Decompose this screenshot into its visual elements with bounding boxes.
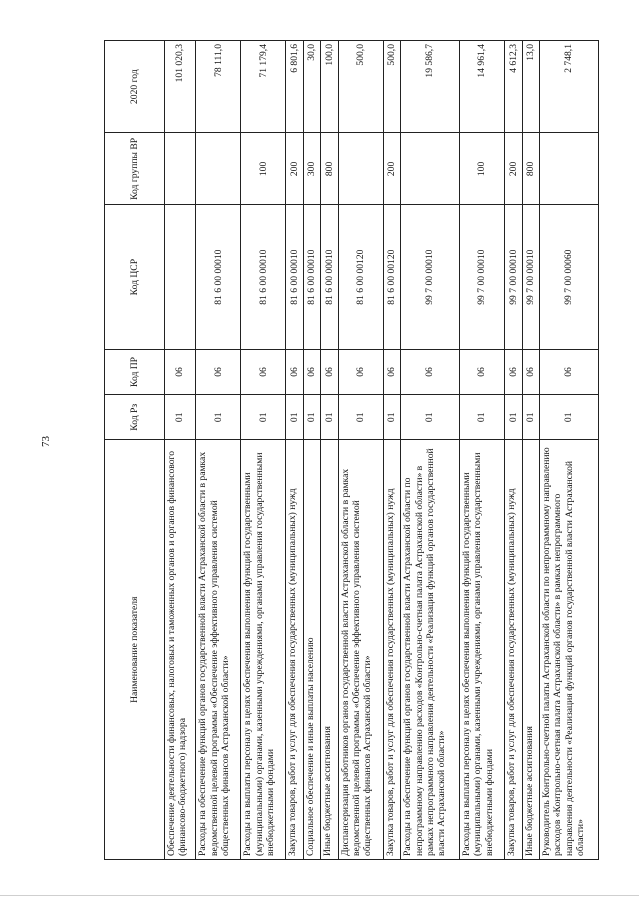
row-amount: 14 961,4 bbox=[460, 41, 505, 133]
row-rz: 01 bbox=[383, 395, 400, 440]
table-row bbox=[241, 41, 286, 860]
row-rz: 01 bbox=[460, 395, 505, 440]
row-rz: 01 bbox=[241, 395, 286, 440]
row-vr: 100 bbox=[241, 133, 286, 205]
row-rz: 01 bbox=[401, 395, 460, 440]
row-vr: 200 bbox=[383, 133, 400, 205]
row-vr bbox=[338, 133, 383, 205]
row-vr bbox=[540, 133, 599, 205]
row-name: Расходы на обеспечение функций органов государственной власти Астраханской области в рамках ведомственной целевой программы «Обеспечение эффективного управления системой общественных финансов Астраханской области» bbox=[196, 440, 241, 860]
row-vr: 300 bbox=[303, 133, 320, 205]
row-pr: 06 bbox=[505, 349, 522, 394]
table-row bbox=[338, 41, 383, 860]
row-csr: 99 7 00 00010 bbox=[505, 205, 522, 349]
table-row bbox=[165, 41, 196, 860]
row-name: Закупка товаров, работ и услуг для обеспечения государственных (муниципальных) нужд bbox=[286, 440, 303, 860]
row-csr: 81 6 00 00010 bbox=[196, 205, 241, 349]
row-csr: 81 6 00 00120 bbox=[338, 205, 383, 349]
row-amount: 71 179,4 bbox=[241, 41, 286, 133]
header-pr: Код ПР bbox=[105, 349, 165, 394]
header-rz: Код Рз bbox=[105, 395, 165, 440]
row-vr bbox=[401, 133, 460, 205]
row-name: Социальное обеспечение и иные выплаты населению bbox=[303, 440, 320, 860]
row-csr: 81 6 00 00010 bbox=[286, 205, 303, 349]
row-pr: 06 bbox=[165, 349, 196, 394]
row-pr: 06 bbox=[196, 349, 241, 394]
row-csr: 99 7 00 00010 bbox=[522, 205, 539, 349]
row-pr: 06 bbox=[460, 349, 505, 394]
row-pr: 06 bbox=[303, 349, 320, 394]
row-csr: 81 6 00 00010 bbox=[321, 205, 338, 349]
table-row bbox=[540, 41, 599, 860]
row-csr: 99 7 00 00060 bbox=[540, 205, 599, 349]
table-row bbox=[383, 41, 400, 860]
row-name: Закупка товаров, работ и услуг для обеспечения государственных (муниципальных) нужд bbox=[505, 440, 522, 860]
row-csr: 81 6 00 00010 bbox=[241, 205, 286, 349]
row-amount: 78 111,0 bbox=[196, 41, 241, 133]
row-name: Руководитель Контрольно-счетной палаты Астраханской области по непрограммному направлению расходов «Контрольно-счетная палата Астраханской области» в рамках непрограммного направления деятельности «Реализация функций органов государственной власти Астраханской области» bbox=[540, 440, 599, 860]
budget-table bbox=[104, 40, 599, 860]
row-csr: 81 6 00 00120 bbox=[383, 205, 400, 349]
row-amount: 30,0 bbox=[303, 41, 320, 133]
table-row bbox=[505, 41, 522, 860]
table-header-row bbox=[105, 41, 165, 860]
table-row bbox=[303, 41, 320, 860]
row-rz: 01 bbox=[321, 395, 338, 440]
row-pr: 06 bbox=[522, 349, 539, 394]
row-rz: 01 bbox=[196, 395, 241, 440]
page-number: 73 bbox=[40, 436, 52, 447]
row-name: Иные бюджетные ассигнования bbox=[321, 440, 338, 860]
table-row bbox=[460, 41, 505, 860]
row-amount: 100,0 bbox=[321, 41, 338, 133]
table-row bbox=[196, 41, 241, 860]
row-amount: 101 020,3 bbox=[165, 41, 196, 133]
row-vr: 100 bbox=[460, 133, 505, 205]
table-row bbox=[321, 41, 338, 860]
row-vr bbox=[165, 133, 196, 205]
row-amount: 2 748,1 bbox=[540, 41, 599, 133]
row-vr: 800 bbox=[321, 133, 338, 205]
row-rz: 01 bbox=[165, 395, 196, 440]
header-year: 2020 год bbox=[105, 41, 165, 133]
row-rz: 01 bbox=[522, 395, 539, 440]
row-name: Расходы на обеспечение функций органов государственной власти Астраханской области по непрограммному направлению расходов «Контрольно-счетная палата Астраханской области» в рамках непрограммного направления деятельности «Реализация функций органов государственной власти Астраханской области» bbox=[401, 440, 460, 860]
row-csr: 99 7 00 00010 bbox=[460, 205, 505, 349]
table-row bbox=[522, 41, 539, 860]
row-pr: 06 bbox=[338, 349, 383, 394]
footer-divider bbox=[0, 895, 639, 896]
header-vr: Код группы ВР bbox=[105, 133, 165, 205]
row-pr: 06 bbox=[241, 349, 286, 394]
row-amount: 4 612,3 bbox=[505, 41, 522, 133]
row-rz: 01 bbox=[505, 395, 522, 440]
row-name: Диспансеризация работников органов государственной власти Астраханской области в рамках ведомственной целевой программы «Обеспечение эффективного управления системой общественных финансов Астраханской области» bbox=[338, 440, 383, 860]
row-rz: 01 bbox=[540, 395, 599, 440]
row-rz: 01 bbox=[286, 395, 303, 440]
row-vr: 200 bbox=[286, 133, 303, 205]
header-name: Наименование показателя bbox=[105, 440, 165, 860]
row-vr bbox=[196, 133, 241, 205]
row-pr: 06 bbox=[540, 349, 599, 394]
row-amount: 500,0 bbox=[383, 41, 400, 133]
row-pr: 06 bbox=[401, 349, 460, 394]
row-name: Иные бюджетные ассигнования bbox=[522, 440, 539, 860]
row-amount: 19 586,7 bbox=[401, 41, 460, 133]
row-name: Расходы на выплаты персоналу в целях обеспечения выполнения функций государственными (муниципальными) органами, казенными учреждениями, органами управления государственными внебюджетными фондами bbox=[241, 440, 286, 860]
row-rz: 01 bbox=[303, 395, 320, 440]
row-pr: 06 bbox=[321, 349, 338, 394]
row-csr: 99 7 00 00010 bbox=[401, 205, 460, 349]
row-vr: 200 bbox=[505, 133, 522, 205]
row-csr bbox=[165, 205, 196, 349]
row-csr: 81 6 00 00010 bbox=[303, 205, 320, 349]
row-pr: 06 bbox=[286, 349, 303, 394]
row-pr: 06 bbox=[383, 349, 400, 394]
row-rz: 01 bbox=[338, 395, 383, 440]
row-name: Расходы на выплаты персоналу в целях обеспечения выполнения функций государственными (муниципальными) органами, казенными учреждениями, органами управления государственными внебюджетными фондами bbox=[460, 440, 505, 860]
table-row bbox=[286, 41, 303, 860]
rotated-table-container bbox=[104, 40, 599, 860]
table-row bbox=[401, 41, 460, 860]
row-name: Обеспечение деятельности финансовых, налоговых и таможенных органов и органов финансового (финансово-бюджетного) надзора bbox=[165, 440, 196, 860]
row-amount: 6 801,6 bbox=[286, 41, 303, 133]
row-amount: 500,0 bbox=[338, 41, 383, 133]
row-amount: 13,0 bbox=[522, 41, 539, 133]
header-csr: Код ЦСР bbox=[105, 205, 165, 349]
row-name: Закупка товаров, работ и услуг для обеспечения государственных (муниципальных) нужд bbox=[383, 440, 400, 860]
row-vr: 800 bbox=[522, 133, 539, 205]
